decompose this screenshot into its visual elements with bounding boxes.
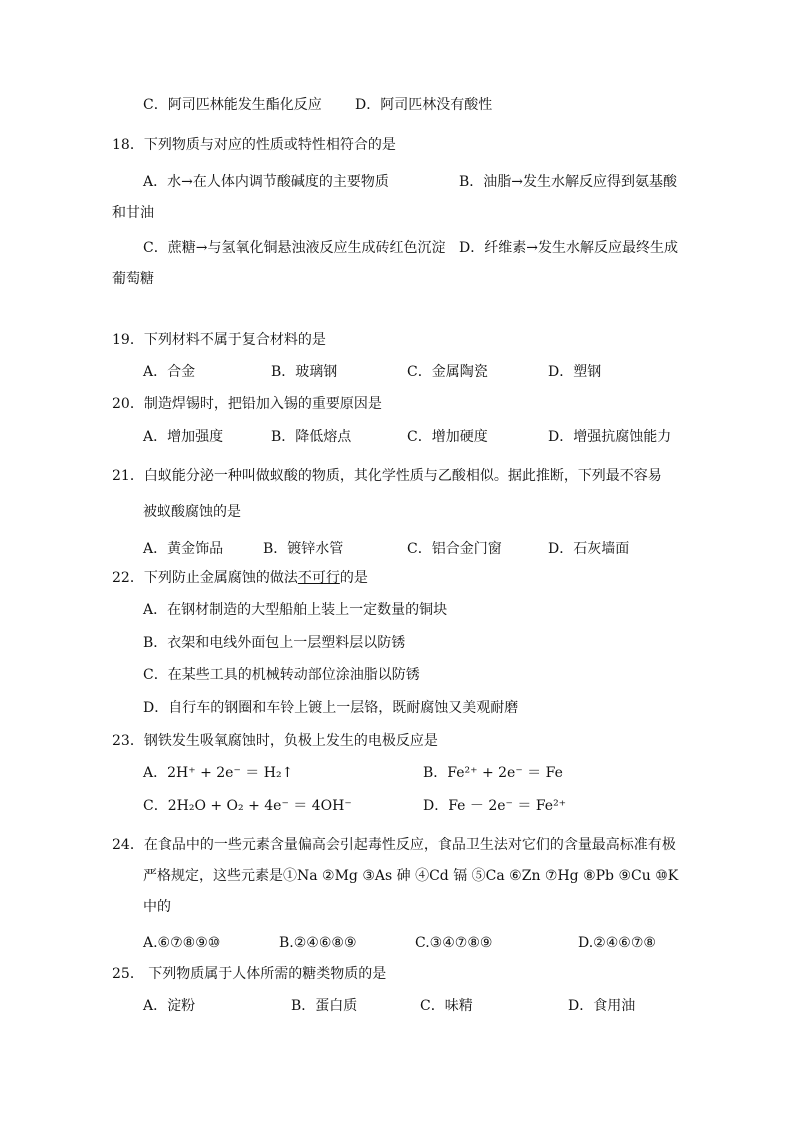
q21-option-a: A．黄金饰品: [143, 541, 224, 557]
q21-stem: 21．白蚁能分泌一种叫做蚁酸的物质，其化学性质与乙酸相似。据此推断，下列最不容易: [112, 468, 662, 484]
q20-option-a: A．增加强度: [143, 429, 224, 445]
q19-stem: 19．下列材料不属于复合材料的是: [112, 332, 326, 348]
q19-option-d: D．塑钢: [548, 364, 602, 380]
q24-stem-continuation-1: 严格规定，这些元素是①Na ②Mg ③As 砷 ④Cd 镉 ⑤Ca ⑥Zn ⑦Hg ⑧Pb ⑨Cu ⑩K: [143, 868, 679, 884]
q18-option-d: D．纤维素→发生水解反应最终生成: [459, 240, 678, 256]
q20-option-c: C．增加硬度: [407, 429, 488, 445]
q23-option-c: C．2H₂O + O₂ + 4e⁻ ＝ 4OH⁻: [143, 798, 352, 814]
q17-option-c: C．阿司匹林能发生酯化反应: [143, 97, 322, 113]
q25-option-b: B．蛋白质: [291, 998, 358, 1014]
q25-stem: 25． 下列物质属于人体所需的糖类物质的是: [112, 966, 387, 982]
q25-option-c: C．味精: [420, 998, 473, 1014]
q22-option-c: C．在某些工具的机械转动部位涂油脂以防锈: [143, 667, 420, 683]
q23-option-a: A．2H⁺ + 2e⁻ ＝ H₂↑: [143, 765, 294, 781]
q25-option-a: A．淀粉: [143, 998, 196, 1014]
q18-option-a: A．水→在人体内调节酸碱度的主要物质: [143, 174, 389, 190]
q18-option-b-continuation: 和甘油: [112, 205, 154, 221]
q19-option-c: C．金属陶瓷: [407, 364, 488, 380]
q24-stem: 24．在食品中的一些元素含量偏高会引起毒性反应，食品卫生法对它们的含量最高标准有极: [112, 837, 676, 853]
q25-option-d: D．食用油: [568, 998, 636, 1014]
q17-option-d: D．阿司匹林没有酸性: [355, 97, 493, 113]
q24-option-c: C.③④⑦⑧⑨: [415, 935, 493, 951]
q22-option-d: D．自行车的钢圈和车铃上镀上一层铬，既耐腐蚀又美观耐磨: [143, 700, 519, 716]
q19-option-b: B．玻璃钢: [271, 364, 338, 380]
q23-stem: 23．钢铁发生吸氧腐蚀时，负极上发生的电极反应是: [112, 733, 438, 749]
q22-option-a: A．在钢材制造的大型船舶上装上一定数量的铜块: [143, 602, 448, 618]
q22-stem: [112, 569, 368, 587]
q24-option-b: B.②④⑥⑧⑨: [279, 935, 357, 951]
q21-option-c: C．铝合金门窗: [407, 541, 502, 557]
q19-option-a: A．合金: [143, 364, 196, 380]
q18-option-b: B．油脂→发生水解反应得到氨基酸: [459, 174, 678, 190]
q24-option-d: D.②④⑥⑦⑧: [578, 935, 656, 951]
q21-option-d: D．石灰墙面: [548, 541, 630, 557]
q23-option-b: B．Fe²⁺ + 2e⁻ ＝ Fe: [423, 765, 563, 781]
q18-option-d-continuation: 葡萄糖: [112, 271, 154, 287]
q20-option-d: D．增强抗腐蚀能力: [548, 429, 672, 445]
q18-option-c: C．蔗糖→与氢氧化铜悬浊液反应生成砖红色沉淀: [143, 240, 446, 256]
q22-option-b: B．衣架和电线外面包上一层塑料层以防锈: [143, 635, 406, 651]
q21-option-b: B．镀锌水管: [263, 541, 344, 557]
q22-stem-underlined: 不可行: [297, 570, 340, 586]
q22-stem-suffix: 的是: [339, 570, 368, 586]
q22-stem-prefix: 22．下列防止金属腐蚀的做法: [112, 570, 298, 586]
q20-option-b: B．降低熔点: [271, 429, 352, 445]
q21-stem-continuation: 被蚁酸腐蚀的是: [143, 504, 241, 520]
q20-stem: 20．制造焊锡时，把铅加入锡的重要原因是: [112, 396, 382, 412]
q23-option-d: D．Fe － 2e⁻ ＝ Fe²⁺: [423, 798, 567, 814]
q18-stem: 18．下列物质与对应的性质或特性相符合的是: [112, 137, 396, 153]
q24-option-a: A.⑥⑦⑧⑨⑩: [143, 935, 221, 951]
q24-stem-continuation-2: 中的: [143, 899, 171, 915]
